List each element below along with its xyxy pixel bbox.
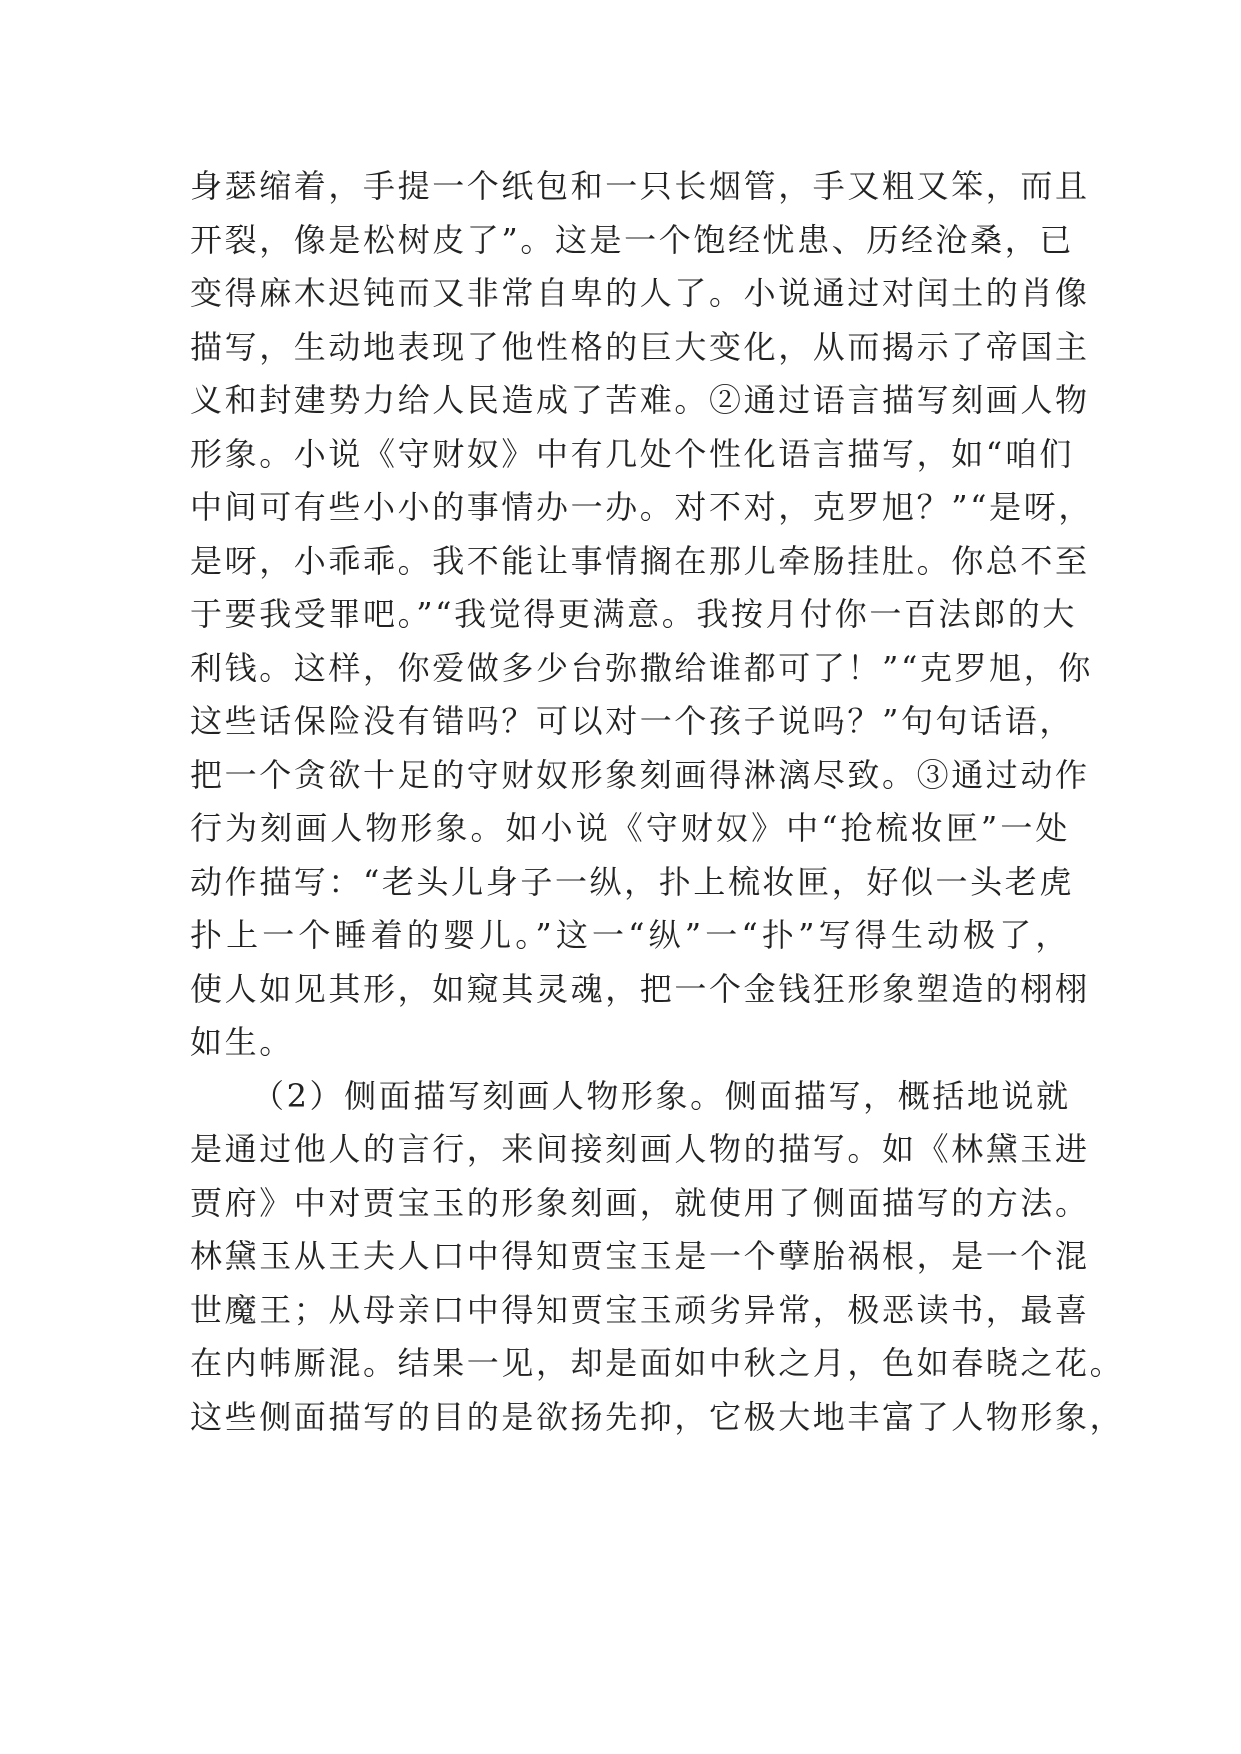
- text-line: 中间可有些小小的事情办一办。对不对，克罗旭？”“是呀，: [190, 488, 1093, 526]
- text-line: 是通过他人的言行，来间接刻画人物的描写。如《林黛玉进: [190, 1130, 1090, 1168]
- text-line: 是呀，小乖乖。我不能让事情搁在那儿牵肠挂肚。你总不至: [190, 541, 1090, 580]
- text-line: （2）侧面描写刻画人物形象。侧面描写，概括地说就: [252, 1076, 1071, 1115]
- text-line: 扑上一个睡着的婴儿。”这一“纵”一“扑”写得生动极了，: [190, 916, 1070, 954]
- text-line: 贾府》中对贾宝玉的形象刻画，就使用了侧面描写的方法。: [190, 1183, 1090, 1222]
- text-line: 开裂，像是松树皮了”。这是一个饱经忧患、历经沧桑，已: [190, 220, 1074, 259]
- text-line: 义和封建势力给人民造成了苦难。②通过语言描写刻画人物: [190, 381, 1090, 419]
- text-line: 形象。小说《守财奴》中有几处个性化语言描写，如“咱们: [190, 434, 1074, 473]
- text-line: 这些侧面描写的目的是欲扬先抑，它极大地丰富了人物形象，: [190, 1397, 1125, 1436]
- body-text: [190, 160, 1125, 1444]
- text-line: 把一个贪欲十足的守财奴形象刻画得淋漓尽致。③通过动作: [190, 755, 1090, 794]
- text-line: 林黛玉从王夫人口中得知贾宝玉是一个孽胎祸根，是一个混: [190, 1237, 1090, 1275]
- text-line: 利钱。这样，你爱做多少台弥撒给谁都可了！”“克罗旭，你: [190, 648, 1093, 687]
- text-line: 描写，生动地表现了他性格的巨大变化，从而揭示了帝国主: [190, 327, 1090, 366]
- text-line: 在内帏厮混。结果一见，却是面如中秋之月，色如春晓之花。: [190, 1344, 1125, 1382]
- text-line: 如生。: [190, 1023, 294, 1061]
- text-line: 世魔王；从母亲口中得知贾宝玉顽劣异常，极恶读书，最喜: [190, 1290, 1090, 1329]
- text-line: 动作描写：“老头儿身子一纵，扑上梳妆匣，好似一头老虎: [190, 862, 1074, 901]
- text-line: 使人如见其形，如窥其灵魂，把一个金钱狂形象塑造的栩栩: [190, 969, 1090, 1008]
- text-line: 行为刻画人物形象。如小说《守财奴》中“抢梳妆匣”一处: [190, 809, 1070, 847]
- text-line: 于要我受罪吧。”“我觉得更满意。我按月付你一百法郎的大: [190, 595, 1077, 633]
- text-line: 身瑟缩着，手提一个纸包和一只长烟管，手又粗又笨，而且: [190, 167, 1090, 205]
- text-line: 这些话保险没有错吗？可以对一个孩子说吗？”句句话语，: [190, 702, 1074, 740]
- text-line: 变得麻木迟钝而又非常自卑的人了。小说通过对闰土的肖像: [190, 274, 1090, 312]
